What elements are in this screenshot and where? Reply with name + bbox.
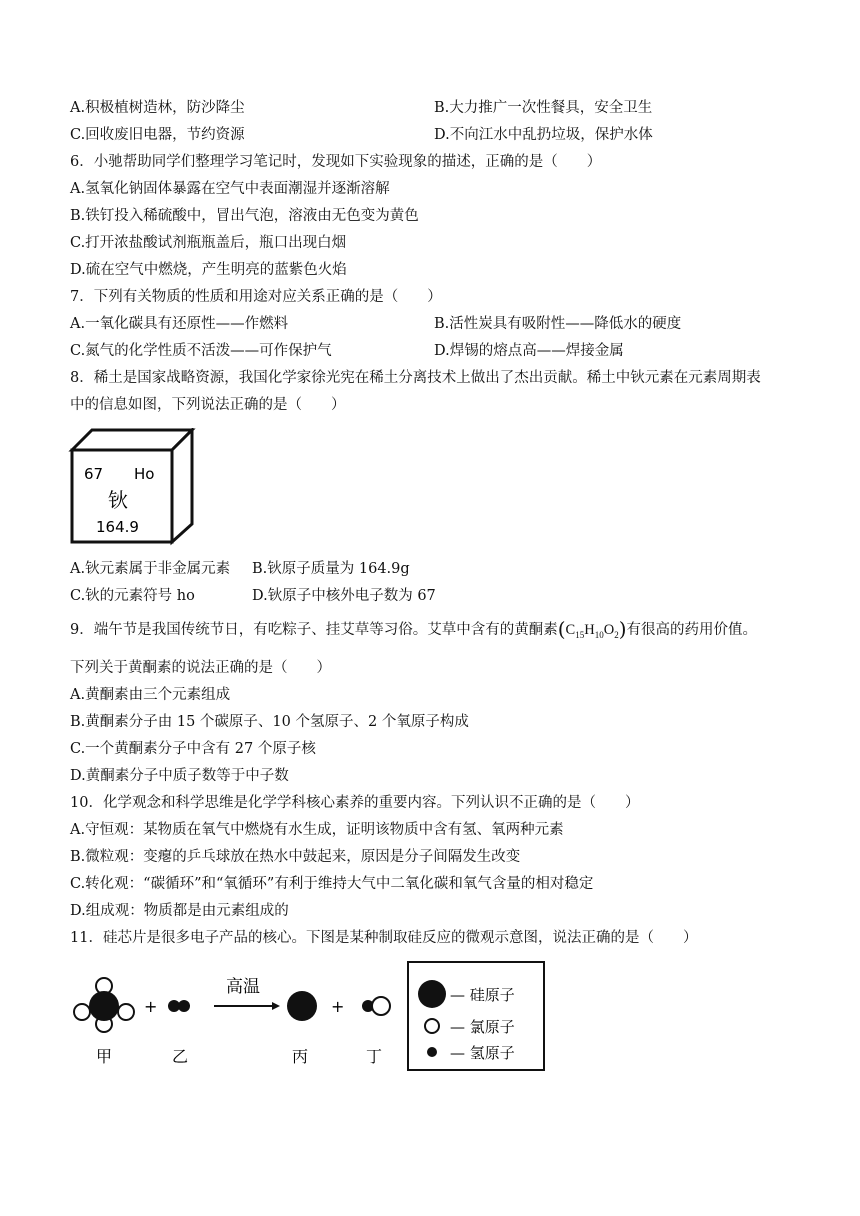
molecule-bing [287, 991, 317, 1021]
legend-hydrogen: — 氢原子 [450, 1044, 515, 1062]
q7-option-b: B.活性炭具有吸附性——降低水的硬度 [434, 316, 682, 332]
q10-option-d: D.组成观：物质都是由元素组成的 [70, 903, 289, 919]
element-symbol: Ho [134, 465, 155, 483]
q10-stem: 10．化学观念和科学思维是化学学科核心素养的重要内容。下列认识不正确的是（ ） [70, 795, 640, 811]
q9-option-d: D.黄酮素分子中质子数等于中子数 [70, 768, 289, 784]
label-jia: 甲 [96, 1047, 113, 1066]
q9-stem-line2: 下列关于黄酮素的说法正确的是（ ） [70, 660, 331, 676]
label-ding: 丁 [366, 1047, 383, 1066]
silicon-reaction-diagram [68, 960, 548, 1076]
q8-option-d: D.钬原子中核外电子数为 67 [252, 588, 436, 604]
molecule-yi [168, 1000, 190, 1012]
q5-option-a: A.积极植树造林，防沙降尘 [70, 100, 245, 116]
q5-option-d: D.不向江水中乱扔垃圾，保护水体 [434, 127, 653, 143]
q6-option-d: D.硫在空气中燃烧，产生明亮的蓝紫色火焰 [70, 262, 347, 278]
legend-silicon-icon [418, 980, 446, 1008]
q6-stem: 6．小驰帮助同学们整理学习笔记时，发现如下实验现象的描述，正确的是（ ） [70, 154, 602, 170]
q9-stem-end: 有很高的药用价值。 [626, 622, 757, 638]
q8-option-c: C.钬的元素符号 ho [70, 588, 195, 604]
legend-chlorine-icon [425, 1019, 439, 1033]
q10-option-a: A.守恒观：某物质在氧气中燃烧有水生成，证明该物质中含有氢、氧两种元素 [70, 822, 564, 838]
q6-option-a: A.氢氧化钠固体暴露在空气中表面潮湿并逐渐溶解 [70, 181, 390, 197]
q6-option-b: B.铁钉投入稀硫酸中，冒出气泡，溶液由无色变为黄色 [70, 208, 419, 224]
element-name: 钬 [108, 488, 128, 512]
card-side-face [172, 430, 192, 542]
flavone-formula: $C_{15}H_{10}O_2$ [565, 622, 619, 640]
plus-sign-1: + [144, 997, 158, 1016]
q10-option-c: C.转化观：“碳循环”和“氧循环”有利于维持大气中二氧化碳和氧气含量的相对稳定 [70, 876, 594, 892]
q7-option-d: D.焊锡的熔点高——焊接金属 [434, 343, 624, 359]
reaction-condition: 高温 [226, 977, 260, 997]
legend-hydrogen-icon [427, 1047, 437, 1057]
q5-option-b: B.大力推广一次性餐具，安全卫生 [434, 100, 653, 116]
q8-stem-line2: 中的信息如图，下列说法正确的是（ ） [70, 397, 346, 413]
q10-option-b: B.微粒观：变瘪的乒乓球放在热水中鼓起来，原因是分子间隔发生改变 [70, 849, 521, 865]
q11-stem: 11．硅芯片是很多电子产品的核心。下图是某种制取硅反应的微观示意图，说法正确的是（ ） [70, 930, 698, 946]
q9-option-a: A.黄酮素由三个元素组成 [70, 687, 231, 703]
q9-stem-line1: 9．端午节是我国传统节日，有吃粽子、挂艾草等习俗。艾草中含有的黄酮素$(C_{15}H_{10}O_2)$有很高的药用价值。 [70, 617, 757, 641]
q5-option-c: C.回收废旧电器，节约资源 [70, 127, 245, 143]
label-bing: 丙 [292, 1047, 309, 1066]
q7-stem: 7．下列有关物质的性质和用途对应关系正确的是（ ） [70, 289, 442, 305]
atomic-mass: 164.9 [96, 518, 139, 536]
molecule-ding [362, 997, 390, 1015]
molecule-jia [74, 978, 134, 1032]
legend-chlorine: — 氯原子 [450, 1018, 515, 1036]
q8-stem-line1: 8．稀土是国家战略资源，我国化学家徐光宪在稀土分离技术上做出了杰出贡献。稀土中钬元素在元素周期表 [70, 370, 761, 386]
reaction-arrow-head [272, 1002, 280, 1010]
q9-option-c: C.一个黄酮素分子中含有 27 个原子核 [70, 741, 316, 757]
element-holmium-card [68, 428, 198, 546]
atomic-number: 67 [84, 465, 104, 483]
legend-silicon: — 硅原子 [450, 986, 515, 1004]
q6-option-c: C.打开浓盐酸试剂瓶瓶盖后，瓶口出现白烟 [70, 235, 347, 251]
q9-option-b: B.黄酮素分子由 15 个碳原子、10 个氢原子、2 个氧原子构成 [70, 714, 469, 730]
q9-stem-text: 9．端午节是我国传统节日，有吃粽子、挂艾草等习俗。艾草中含有的黄酮素 [70, 622, 558, 638]
q8-option-a: A.钬元素属于非金属元素 [70, 561, 231, 577]
q7-option-c: C.氮气的化学性质不活泼——可作保护气 [70, 343, 332, 359]
label-yi: 乙 [172, 1047, 189, 1066]
q8-option-b: B.钬原子质量为 164.9g [252, 561, 410, 577]
plus-sign-2: + [331, 997, 345, 1016]
q7-option-a: A.一氧化碳具有还原性——作燃料 [70, 316, 289, 332]
